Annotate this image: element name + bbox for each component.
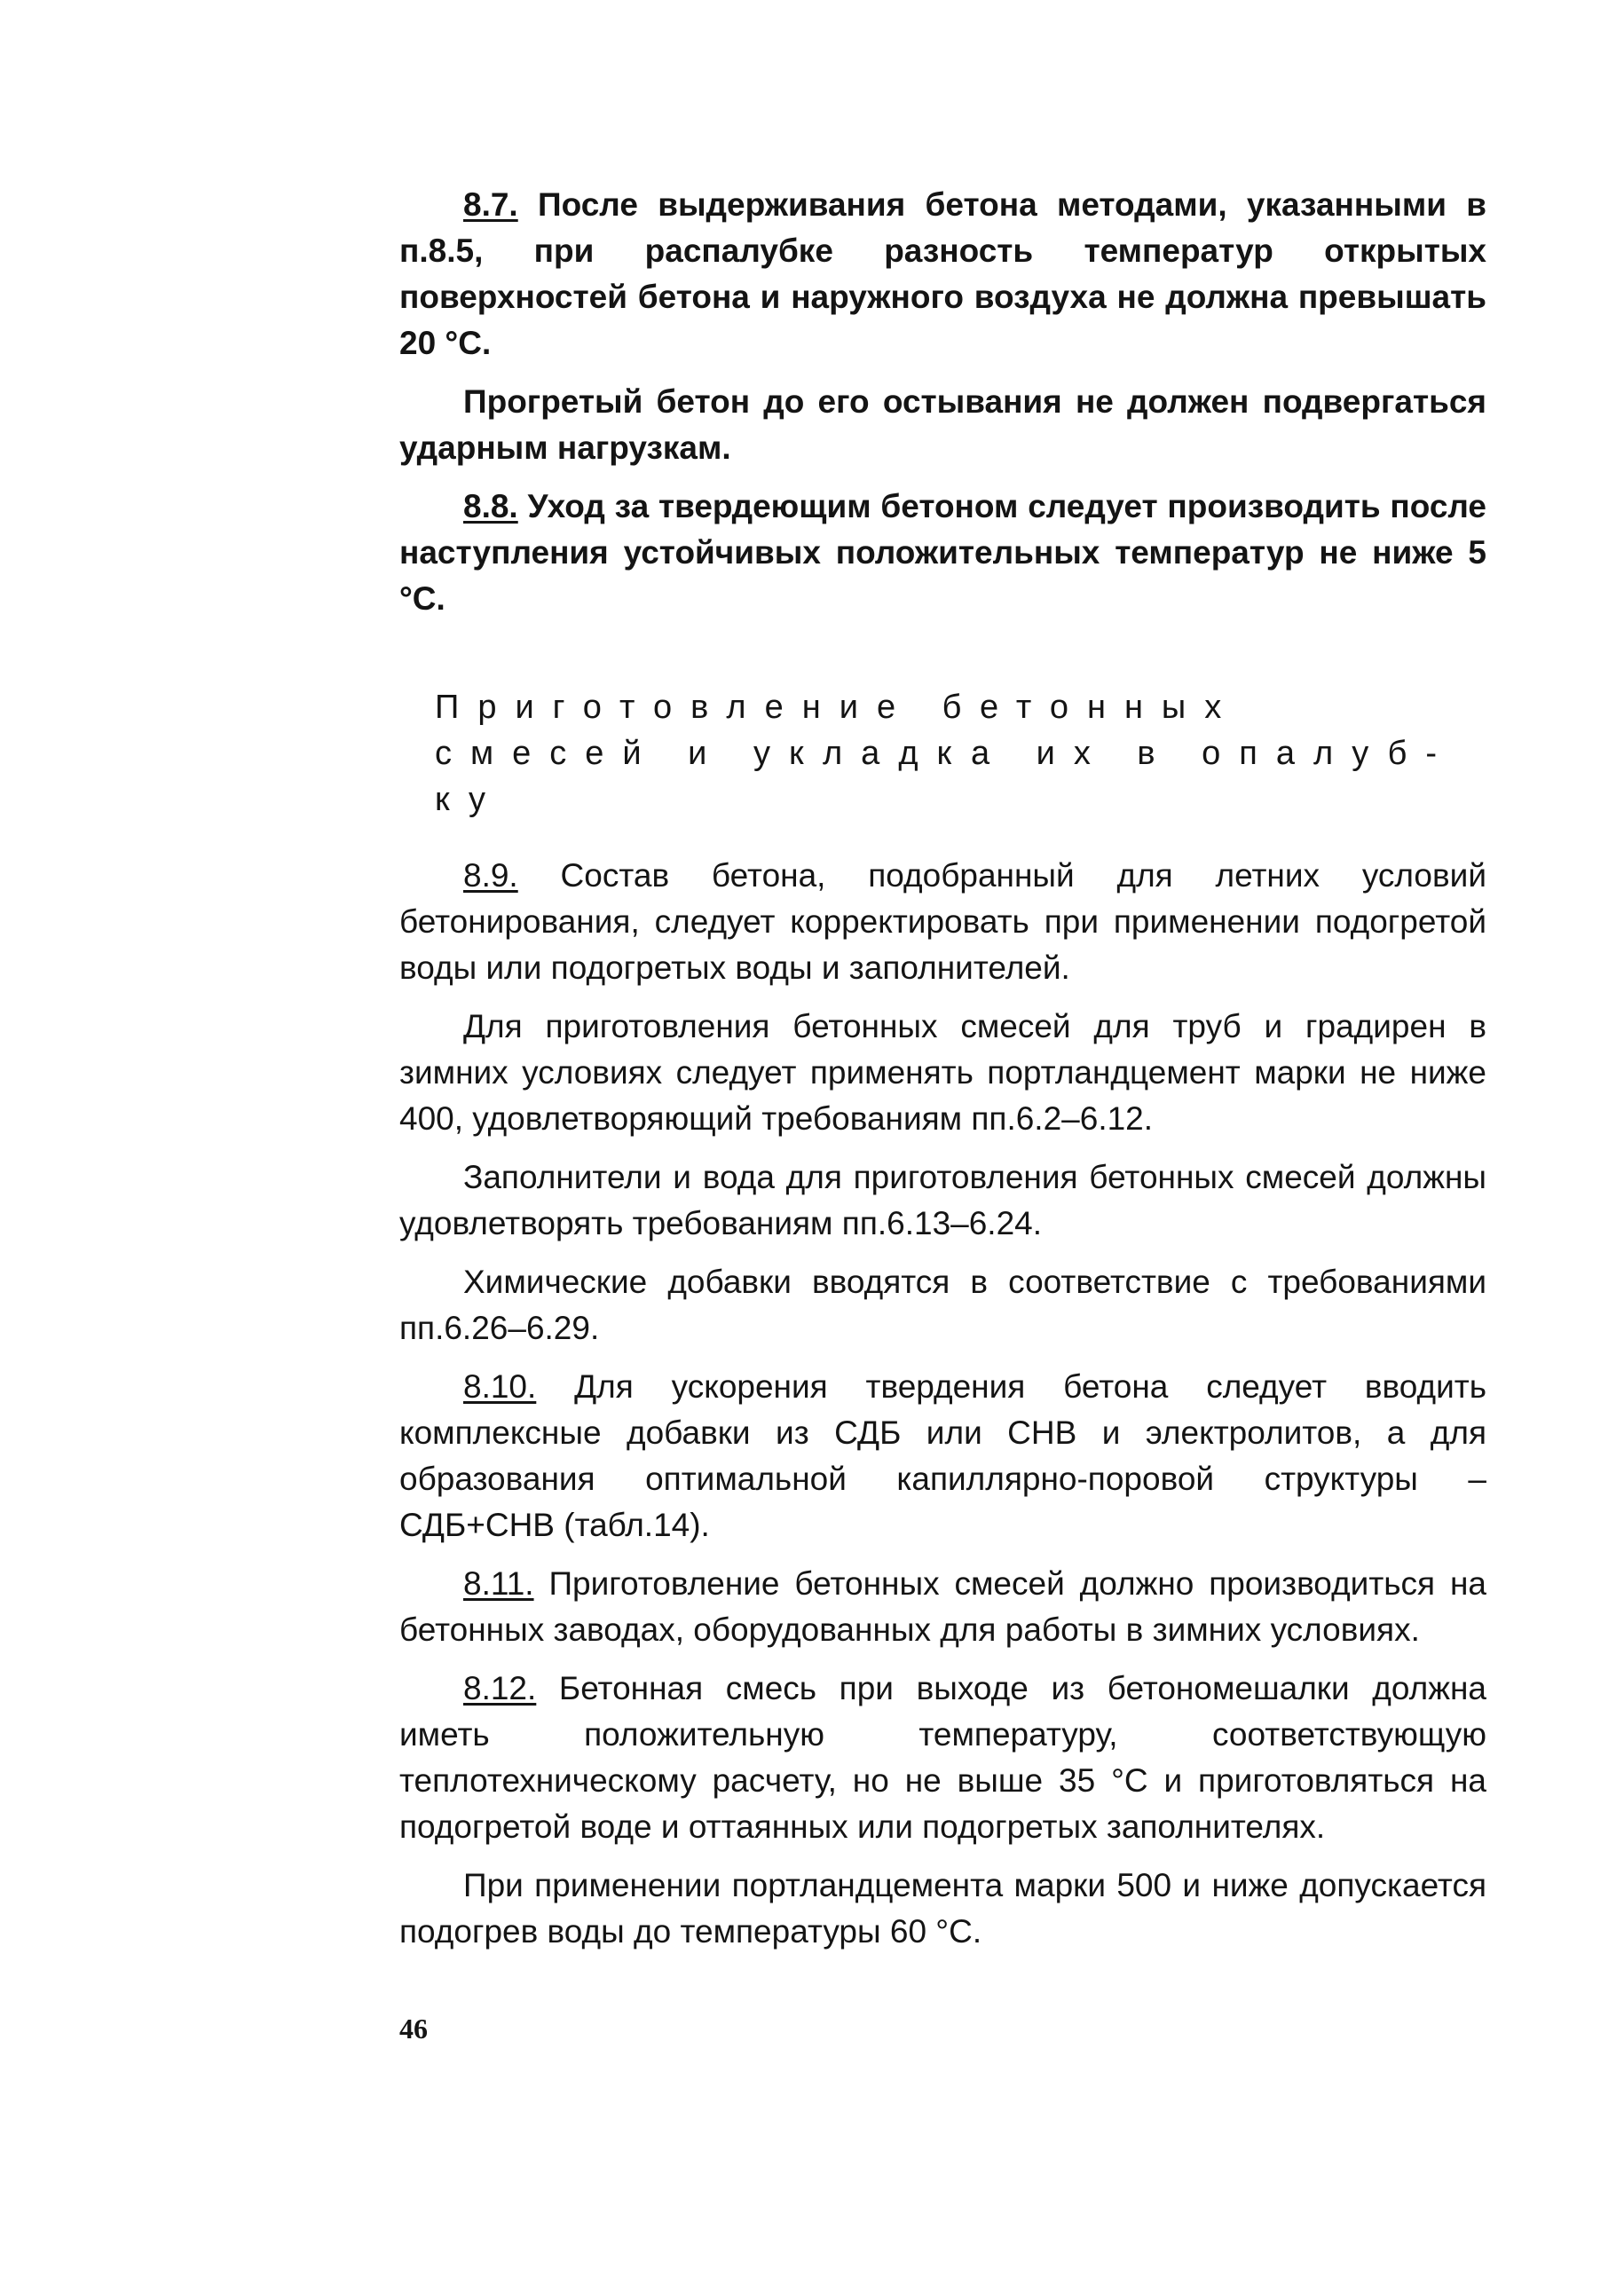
paragraph-8-9	[399, 853, 1486, 991]
clause-number: 8.11.	[463, 1565, 534, 1602]
clause-number: 8.12.	[463, 1670, 537, 1706]
paragraph-text: Бетонная смесь при выходе из бетономешалки должна иметь положительную температуру, соответствующую теплотехническому расчету, но не выше 35 °С и приготовляться на подогретой воде и оттаянных или подогретых заполнителях.	[399, 1670, 1486, 1845]
paragraph-8-8	[399, 484, 1486, 622]
paragraph-text: Для приготовления бетонных смесей для труб и градирен в зимних условиях следует применять портландцемент марки не ниже 400, удовлетворяющий требованиям пп.6.2–6.12.	[399, 1008, 1486, 1137]
paragraph-text: Заполнители и вода для приготовления бетонных смесей должны удовлетворять требованиям пп.6.13–6.24.	[399, 1159, 1486, 1241]
section-heading-line-1: Приготовление бетонных	[435, 689, 1241, 726]
paragraph-aggregates	[399, 1154, 1486, 1247]
page-number: 46	[399, 2013, 428, 2045]
document-page	[399, 182, 1486, 1967]
paragraph-text: Прогретый бетон до его остывания не должен подвергаться ударным нагрузкам.	[399, 383, 1486, 466]
clause-number: 8.8.	[463, 488, 518, 524]
paragraph-cement	[399, 1004, 1486, 1142]
section-heading-line-3: ку	[435, 781, 505, 818]
paragraph-text: Приготовление бетонных смесей должно производиться на бетонных заводах, оборудованных для работы в зимних условиях.	[399, 1565, 1486, 1648]
paragraph-water-heating	[399, 1863, 1486, 1955]
paragraph-8-10	[399, 1364, 1486, 1548]
paragraph-text: Для ускорения твердения бетона следует вводить комплексные добавки из СДБ или СНВ и электролитов, а для образования оптимальной капиллярно-поровой структуры – СДБ+СНВ (табл.14).	[399, 1368, 1486, 1543]
clause-number: 8.7.	[463, 186, 518, 223]
paragraph-8-11	[399, 1561, 1486, 1653]
paragraph-8-12	[399, 1666, 1486, 1850]
paragraph-heated-concrete	[399, 379, 1486, 471]
paragraph-8-7	[399, 182, 1486, 366]
paragraph-text: При применении портландцемента марки 500 и ниже допускается подогрев воды до температуры 60 °С.	[399, 1867, 1486, 1950]
clause-number: 8.10.	[463, 1368, 537, 1405]
paragraph-text: Уход за твердеющим бетоном следует производить после наступления устойчивых положительных температур не ниже 5 °С.	[399, 488, 1486, 617]
clause-number: 8.9.	[463, 857, 518, 894]
section-heading-line-2: смесей и укладка их в опалуб-	[435, 735, 1456, 772]
paragraph-text: Химические добавки вводятся в соответствие с требованиями пп.6.26–6.29.	[399, 1264, 1486, 1346]
paragraph-additives	[399, 1259, 1486, 1351]
paragraph-text: После выдерживания бетона методами, указанными в п.8.5, при распалубке разность температур открытых поверхностей бетона и наружного воздуха не должна превышать 20 °С.	[399, 186, 1486, 361]
paragraph-text: Состав бетона, подобранный для летних условий бетонирования, следует корректировать при применении подогретой воды или подогретых воды и заполнителей.	[399, 857, 1486, 986]
section-heading	[435, 684, 1486, 823]
